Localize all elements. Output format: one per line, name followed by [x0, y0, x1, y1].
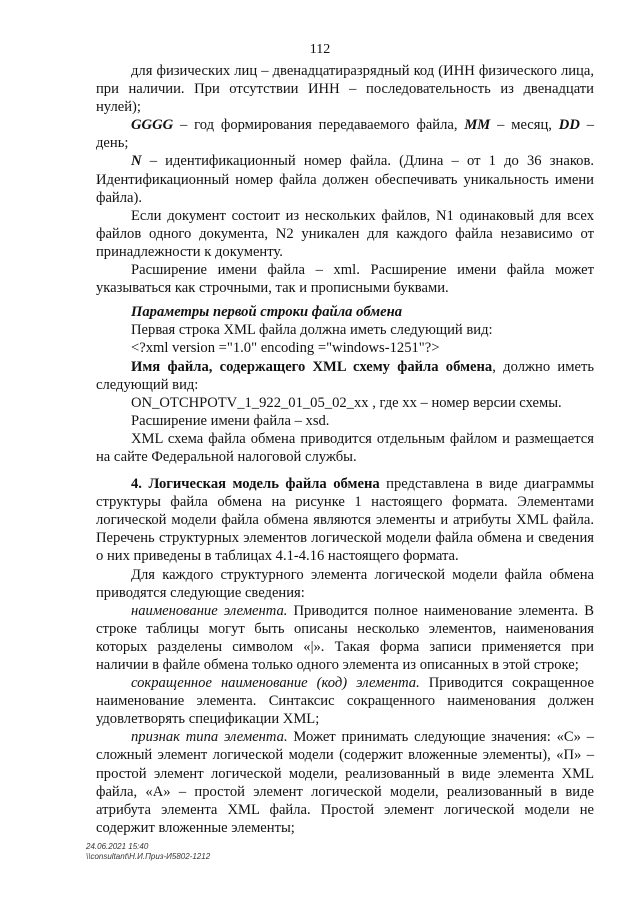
paragraph-year-month-day: GGGG – год формирования передаваемого файла, MM – месяц, DD – день; — [96, 117, 594, 152]
paragraph-schema-file-name: Имя файла, содержащего XML схему файла обмена, должно иметь следующий вид: — [96, 358, 594, 393]
paragraph-logical-model: 4. Логическая модель файла обмена представлена в виде диаграммы структуры файла обмена на рисунке 1 настоящего формата. Элементами логической модели файла обмена являются элементы и атрибуты XML файла. Перечень структурных элементов логической модели файла обмена и сведения о них приведены в таблицах 4.1-4.16 настоящего формата. — [96, 476, 594, 565]
paragraph-element-code: сокращенное наименование (код) элемента. Приводится сокращенное наименование элемента. Синтаксис сокращенного наименования должен удовлетворять спецификации XML; — [96, 675, 594, 728]
element-code-italic: сокращенное наименование (код) элемента. — [131, 675, 420, 692]
paragraph-xsd-extension: Расширение имени файла – xsd. — [131, 412, 330, 429]
section-heading-first-line: Параметры первой строки файла обмена — [131, 304, 403, 321]
footer-date: 24.06.2021 15:40 — [86, 842, 149, 851]
term-dd: DD — [558, 117, 580, 134]
element-name-italic: наименование элемента. — [131, 602, 288, 619]
paragraph-multiple-files: Если документ состоит из нескольких файлов, N1 одинаковый для всех файлов одного документа, N2 уникален для каждого файла независимо от принадлежности к документу. — [96, 207, 594, 260]
term-mm: MM — [464, 117, 491, 134]
footer-path: \\consultant\Н.И.Приз-И5802-1212 — [86, 852, 211, 861]
term-gggg: GGGG — [131, 117, 174, 134]
paragraph-id-number: N – идентификационный номер файла. (Длина – от 1 до 36 знаков. Идентификационный номер файла должен обеспечивать уникальность имени файла). — [96, 153, 594, 206]
page-number: 112 — [309, 42, 331, 57]
paragraph-element-type: признак типа элемента. Может принимать следующие значения: «С» – сложный элемент логической модели (содержит вложенные элементы), «П» – простой элемент логической модели, реализованный в виде элемента XML файла, «А» – простой элемент логической модели, реализованный в виде атрибута элемента XML файла. Простой элемент логической модели не содержит вложенные элементы; — [96, 729, 594, 836]
paragraph-xml-schema-publication: XML схема файла обмена приводится отдельным файлом и размещается на сайте Федеральной налоговой службы. — [96, 430, 594, 465]
paragraph-schema-name-pattern: ON_OTCHPOTV_1_922_01_05_02_xx , где хх – номер версии схемы. — [131, 394, 562, 411]
paragraph-xml-declaration: <?xml version ="1.0" encoding ="windows-1251"?> — [131, 340, 440, 357]
document-body — [96, 62, 594, 837]
logical-model-heading: 4. Логическая модель файла обмена — [131, 476, 380, 493]
term-n: N — [131, 153, 142, 170]
paragraph-file-extension: Расширение имени файла – xml. Расширение имени файла может указываться как строчными, так и прописными буквами. — [96, 262, 594, 297]
paragraph-element-info-intro: Для каждого структурного элемента логической модели файла обмена приводятся следующие сведения: — [96, 566, 594, 601]
element-type-italic: признак типа элемента. — [131, 729, 288, 746]
paragraph-element-name: наименование элемента. Приводится полное наименование элемента. В строке таблицы могут быть описаны несколько элементов, наименования которых разделены символом «|». Такая форма записи применяется при наличии в файле обмена только одного элемента из описанных в этой строке; — [96, 602, 594, 673]
paragraph-first-line-view: Первая строка XML файла должна иметь следующий вид: — [131, 322, 493, 339]
footer-stamp — [86, 842, 210, 862]
schema-file-name-bold: Имя файла, содержащего XML схему файла обмена — [131, 358, 493, 375]
paragraph-individuals-code: для физических лиц – двенадцатиразрядный код (ИНН физического лица, при наличии. При отсутствии ИНН – последовательность из двенадцати нулей); — [96, 63, 594, 116]
